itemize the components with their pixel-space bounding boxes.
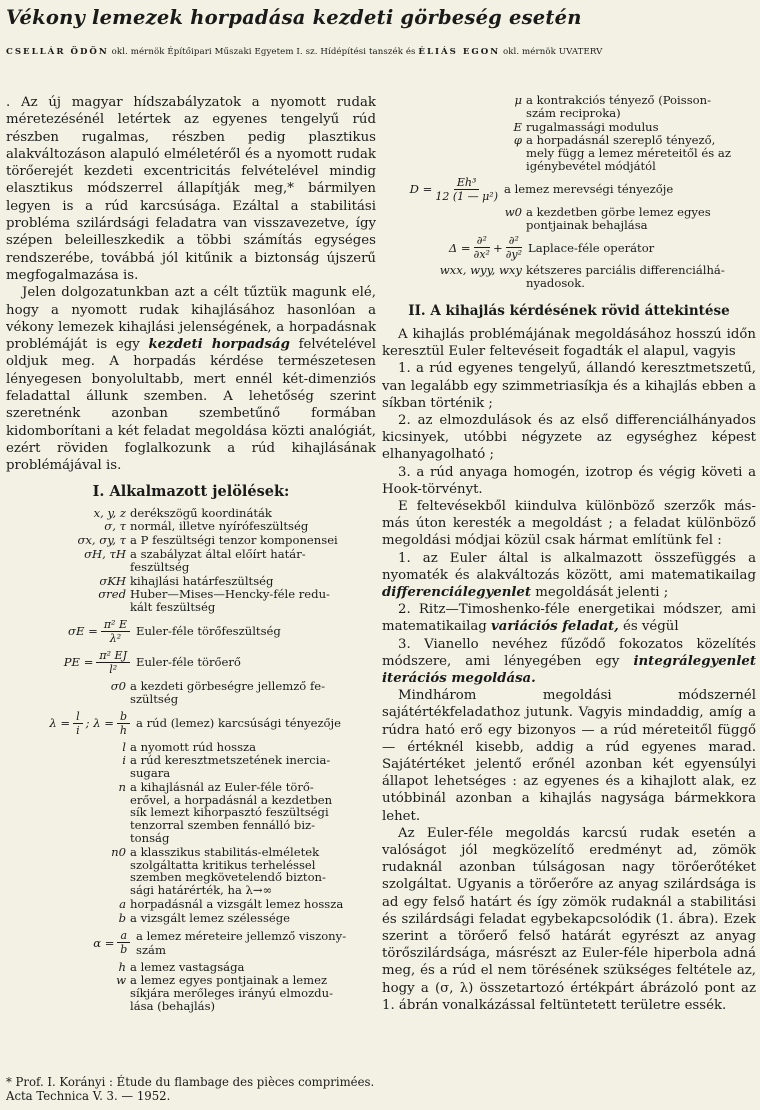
author-2: ÉLIÁS EGON <box>418 47 501 57</box>
symbol-description-line: feszültség <box>130 559 190 574</box>
symbol-description-line: kihajlási határfeszültség <box>130 573 274 588</box>
symbol-key: n0 <box>111 844 126 859</box>
affiliation-1: okl. mérnök Építőipari Műszaki Egyetem I. sz. Hídépítési tanszék és <box>111 47 416 57</box>
symbol-description <box>526 121 756 134</box>
symbol-entry <box>6 754 376 780</box>
symbol-key: b <box>118 910 126 925</box>
symbol-key: φ <box>513 133 522 148</box>
symbol-description-line: igénybevétel módjától <box>526 158 656 173</box>
symbol-description <box>130 575 376 588</box>
symbol-description-line: sugara <box>130 766 171 781</box>
symbol-key: n <box>118 779 126 794</box>
symbol-description-line: a klasszikus stabilitás-elméletek <box>130 844 320 859</box>
symbol-description <box>130 961 376 974</box>
symbol-entry <box>6 846 376 897</box>
right-paragraph-7: 2. Ritz—Timoshenko-féle energetikai módszer, ami matematikailag variációs feladat, és végül <box>382 602 756 635</box>
symbol-description <box>130 534 376 547</box>
symbol-entry <box>6 520 376 533</box>
right-paragraph-1: A kihajlás problémájának megoldásához hosszú időn keresztül Euler feltevéseit fogadták el alapul, vagyis <box>382 326 756 360</box>
intro-paragraph-2: Jelen dolgozatunkban azt a célt tűztük magunk elé, hogy a nyomott rudak kihajlásához hasonlóan a vékony lemezek kihajlási jelenségének, a horpadásnak problémáját is egy kezdeti horpadság felvételével oldjuk meg. A horpadás kérdése természetesen lényegesen bonyolultabb, mert ennél két-dimenziós feladattal állunk szemben. A lehetőség szerint szeretnénk azonban szembetűnő formában kidomborítani a két feladat megoldása közti analógiát, ezért röviden foglalkozunk a rúd kihajlásának problémájával is. <box>6 285 376 474</box>
symbol-description-line: a nyomott rúd hossza <box>130 739 257 754</box>
symbol-entry <box>6 507 376 520</box>
formula-d: D = $\frac{\text{Eh³}}{\text{12 (1 — μ²)}}$ a lemez merevségi tényezője <box>409 175 674 203</box>
symbol-description-line: tonság <box>130 831 170 846</box>
symbol-key: σKH <box>99 573 126 588</box>
symbol-key: σx, σy, τ <box>77 533 126 548</box>
symbol-description-line: a P feszültségi tenzor komponensei <box>130 533 338 548</box>
symbol-entry <box>6 781 376 845</box>
right-paragraph-8: 3. Vianello nevéhez fűződő fokozatos közelítés módszere, ami lényegében egy integrálegyenlet iterációs megoldása. <box>382 636 757 687</box>
symbol-description-line: a lemez vastagsága <box>130 959 245 974</box>
article-title: Vékony lemezek horpadása kezdeti görbeség esetén <box>6 6 582 29</box>
symbol-description <box>130 974 376 1012</box>
formula-p-e: PE = $\frac{\text{π² EJ}}{\text{l²}}$ Euler-féle törőerő <box>63 648 241 676</box>
symbol-description-line: a lemez egyes pontjainak a lemez <box>130 973 328 988</box>
left-column <box>6 94 376 1014</box>
symbol-description-line: a horpadásnál szereplő tényező, <box>526 133 716 148</box>
symbol-description <box>130 520 376 533</box>
formula-lambda: λ = $\frac{l}{i}$ ; λ = $\frac{b}{h}$ a rúd (lemez) karcsúsági tényezője <box>49 709 341 737</box>
symbol-description-line: tenzorral szemben fennálló biz- <box>130 818 316 833</box>
symbol-key: μ <box>514 93 522 107</box>
emphasis-kezdeti-horpadsag: kezdeti horpadság <box>148 337 290 353</box>
symbol-key: σred <box>98 587 126 602</box>
symbol-description-line: derékszögű koordináták <box>130 505 272 520</box>
symbol-entry <box>6 588 376 614</box>
right-paragraph-2: 1. a rúd egyenes tengelyű, állandó keresztmetszetű, van legalább egy szimmetriasíkja és a kihajlás ebben a síkban történik ; <box>382 361 756 411</box>
symbol-entry <box>6 961 376 974</box>
symbol-description <box>130 912 376 925</box>
section-heading-1: I. Alkalmazott jelölések: <box>92 482 290 500</box>
formula-alpha: α = $\frac{a}{b}$ a lemez méreteire jellemző viszony- szám <box>93 928 347 957</box>
symbol-description-line: síkjára merőleges irányú elmozdu- <box>130 986 333 1001</box>
symbol-entry <box>6 575 376 588</box>
symbol-entry <box>6 974 376 1012</box>
symbol-description-line: szám reciproka) <box>526 105 621 120</box>
formula-sigma-e: σE = $\frac{\text{π² E}}{\text{λ²}}$ Euler-féle törőfeszültség <box>68 617 281 645</box>
symbol-list-1 <box>6 507 376 614</box>
symbol-entry <box>6 912 376 925</box>
symbol-description-line: a kihajlásnál az Euler-féle törő- <box>130 779 314 794</box>
right-paragraph-5: E feltevésekből kiindulva különböző szerzők más-más úton keresték a megoldást ; a feladat különböző megoldási módjai közül csak hármat említünk fel : <box>382 499 756 549</box>
affiliation-2: okl. mérnök UVATERV <box>502 47 603 57</box>
symbol-wxx: wxx, wyy, wxy kétszeres parciális differenciálhá- nyadosok. <box>439 263 725 291</box>
right-paragraph-4: 3. a rúd anyaga homogén, izotrop és végig követi a Hook-törvényt. <box>382 464 756 497</box>
symbol-description-line: sági határérték, ha λ→∞ <box>130 883 273 898</box>
symbol-entry <box>382 121 756 134</box>
symbol-description-line: a vizsgált lemez szélessége <box>130 910 291 925</box>
symbol-description <box>130 588 376 614</box>
symbol-key: E <box>513 119 522 134</box>
symbol-description-line: Huber—Mises—Hencky-féle redu- <box>130 587 330 602</box>
symbol-w0: w0 a kezdetben görbe lemez egyes pontjainak behajlása <box>504 204 711 232</box>
symbol-list-2 <box>6 741 376 925</box>
symbol-description-line: a kontrakciós tényező (Poisson- <box>526 93 712 107</box>
symbol-key: x, y, z <box>93 505 126 520</box>
author-1: CSELLÁR ÖDÖN <box>6 47 109 57</box>
symbol-description-line: erővel, a horpadásnál a kezdetben <box>130 792 333 807</box>
symbol-description-line: rugalmassági modulus <box>526 119 659 134</box>
symbol-description <box>130 507 376 520</box>
symbol-entry <box>382 94 756 120</box>
symbol-key: l <box>122 739 126 754</box>
right-column <box>382 94 756 1014</box>
symbol-entry <box>6 898 376 911</box>
symbol-key: w <box>116 973 126 988</box>
symbol-description-line: horpadásnál a vizsgált lemez hossza <box>130 897 344 912</box>
symbol-description <box>130 548 376 574</box>
symbol-entry <box>6 534 376 547</box>
symbol-description <box>130 781 376 845</box>
symbol-entry <box>6 548 376 574</box>
symbol-description-line: szemben megkövetelendő bizton- <box>130 870 326 885</box>
symbol-description <box>130 754 376 780</box>
symbol-entry <box>6 741 376 754</box>
section-heading-2: II. A kihajlás kérdésének rövid áttekintése <box>408 302 730 319</box>
symbol-description-line: kált feszültség <box>130 600 216 615</box>
symbol-description-line: lása (behajlás) <box>130 999 216 1014</box>
symbol-entry <box>382 134 756 172</box>
right-paragraph-3: 2. az elmozdulások és az első differenciálhányados kicsinyek, utóbbi négyzete az egységhez képest elhanyagolható ; <box>382 412 756 463</box>
intro-paragraph-1: . Az új magyar hídszabályzatok a nyomott rudak méretezésénél letértek az egyenes tengelyű rúd részben rugalmas, részben pedig plasztikus alakváltozáson alapuló elméletéről és a nyomott rudak törőerejét kezdeti excentricitás felvételével mindig elasztikus módszerrel állapítják meg,* bármilyen legyen is a rúd karcsúsága. Ezáltal a stabilitási probléma szilárdsági feladatra van visszavezetve, így szépen beleilleszkedik a többi számítás egységes rendszerébe, továbbá jól kitűnik a biztonság újszerű megfogalmazása is. <box>6 95 376 283</box>
symbol-key: σH, τH <box>84 546 126 561</box>
symbol-description <box>526 94 756 120</box>
right-paragraph-6: 1. az Euler által is alkalmazott összefüggés a nyomaték és alakváltozás között, ami matematikailag differenciálegyenlet megoldását jelenti ; <box>382 550 756 601</box>
symbol-description-line: mely függ a lemez méreteitől és az <box>526 146 731 161</box>
symbol-sigma0: σ0 a kezdeti görbeségre jellemző fe- szültség <box>110 678 326 706</box>
symbol-list-3 <box>6 961 376 1013</box>
footnote: * Prof. I. Korányi : Étude du flambage des pièces comprimées. Acta Technica V. 3. — 1952. <box>6 1075 375 1103</box>
symbol-key: σ, τ <box>104 519 126 534</box>
symbol-description-line: szolgáltatta kritikus terheléssel <box>130 857 316 872</box>
symbol-description-line: a szabályzat által előírt határ- <box>130 546 306 561</box>
symbol-description <box>130 898 376 911</box>
right-paragraph-10: Az Euler-féle megoldás karcsú rudak esetén a valóságot jól megközelítő eredményt ad, zömök rudaknál azonban túlságosan nagy törőerőtéket szolgáltat. Ugyanis a törőerőre az anyag szilárdsága is ad egy felső határt és így zömök rudaknál a stabilitási és szilárdsági feladat egybekapcsolódik (1. ábra). Ezek szerint a törőerő felső határát egyrészt az anyag törőszilárdsága, másrészt az Euler-féle hiperbola adná meg, és a rúd el nem törésének szükséges feltétele az, hogy a (σ, λ) összetartozó értékpárt ábrázoló pont az 1. ábrán vonalkázással feltüntetett területre essék. <box>382 825 756 1013</box>
symbol-key: i <box>122 753 126 768</box>
symbol-description-line: a rúd keresztmetszetének inercia- <box>130 753 331 768</box>
symbol-description-line: sík lemezt kihorpasztó feszültségi <box>130 805 329 820</box>
symbol-list-right <box>382 94 756 173</box>
symbol-description <box>130 846 376 897</box>
right-paragraph-9: Mindhárom megoldási módszernél sajátértékfeladathoz jutunk. Vagyis mindaddig, amíg a rúdra ható erő egy bizonyos — a rúd méreteitől függő — értéknél kisebb, addig a rúd egyenes marad. Sajátértéket jelentő erőnél azonban két egyensúlyi állapot lehetséges : az egyenes és a kihajlott alak, ez utóbbinál azonban a kihajlás nagysága bármekkora lehet. <box>382 688 756 824</box>
formula-laplace: Δ = $\frac{\text{∂²}}{\text{∂x²}}$ + $\frac{\text{∂²}}{\text{∂y²}}$ Laplace-féle operátor <box>448 234 655 262</box>
symbol-description-line: normál, illetve nyírófeszültség <box>130 519 309 534</box>
symbol-key: a <box>119 897 126 912</box>
symbol-key: h <box>118 959 126 974</box>
symbol-description <box>526 134 756 172</box>
symbol-description <box>130 741 376 754</box>
authors-line <box>6 47 756 57</box>
